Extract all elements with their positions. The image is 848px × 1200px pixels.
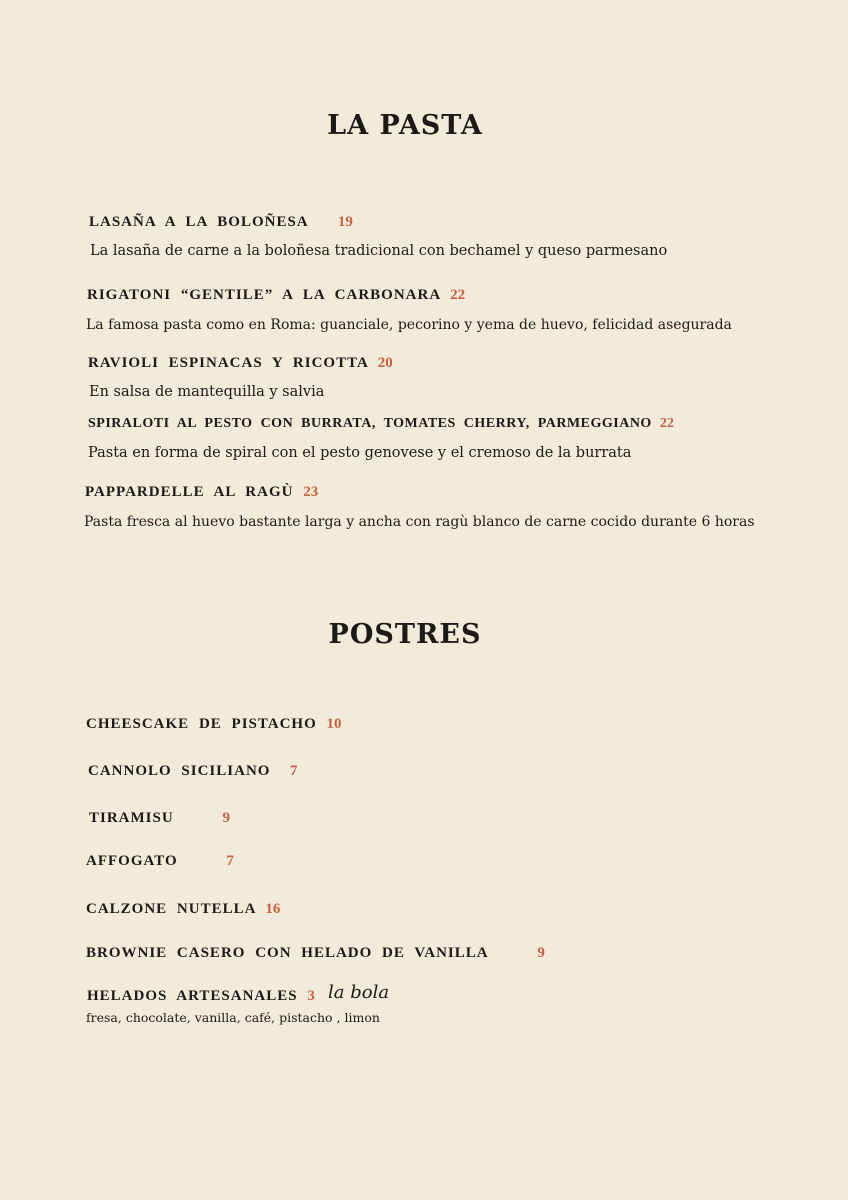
menu-item-price: 19	[337, 214, 353, 230]
menu-item-price: 22	[659, 416, 674, 431]
menu-item-name: RAVIOLI ESPINACAS Y RICOTTA 20	[88, 355, 393, 371]
menu-item-name: CHEESCAKE DE PISTACHO 10	[86, 716, 342, 732]
menu-item-price: 9	[537, 945, 545, 961]
menu-item-description: Pasta en forma de spiral con el pesto genovese y el cremoso de la burrata	[88, 445, 632, 461]
menu-item-description: La famosa pasta como en Roma: guanciale, pecorino y yema de huevo, felicidad asegurada	[86, 317, 732, 333]
menu-item-price: 7	[289, 763, 298, 779]
menu-item-name: CANNOLO SICILIANO 7	[88, 763, 298, 779]
menu-item-price: 22	[450, 287, 466, 303]
price-note: la bola	[328, 982, 390, 1003]
menu-item-price: 10	[326, 716, 342, 732]
menu-item-description: Pasta fresca al huevo bastante larga y ancha con ragù blanco de carne cocido durante 6 horas	[84, 514, 755, 530]
menu-item-description: La lasaña de carne a la boloñesa tradicional con bechamel y queso parmesano	[90, 243, 668, 259]
menu-item-price: 16	[265, 901, 281, 917]
menu-item-price: 23	[303, 484, 319, 500]
menu-item-name: BROWNIE CASERO CON HELADO DE VANILLA 9	[86, 945, 545, 961]
menu-item-price: 20	[377, 355, 393, 371]
menu-item-name: HELADOS ARTESANALES 3	[87, 988, 315, 1004]
menu-item-name: PAPPARDELLE AL RAGÙ 23	[85, 484, 319, 500]
menu-item-description: fresa, chocolate, vanilla, café, pistacho , limon	[86, 1010, 380, 1025]
menu-item-name: TIRAMISU 9	[89, 810, 230, 826]
menu-item-price: 3	[307, 988, 315, 1004]
menu-item-name: RIGATONI “GENTILE” A LA CARBONARA 22	[87, 287, 466, 303]
postres-section-title: POSTRES	[328, 619, 482, 650]
menu-item-name: LASAÑA A LA BOLOÑESA 19	[89, 214, 353, 230]
pasta-section-title: LA PASTA	[327, 110, 483, 141]
menu-item-price: 7	[226, 853, 234, 869]
menu-item-name: SPIRALOTI AL PESTO CON BURRATA, TOMATES CHERRY, PARMEGGIANO 22	[88, 416, 674, 431]
menu-item-name: CALZONE NUTELLA 16	[86, 901, 281, 917]
menu-item-price: 9	[222, 810, 230, 826]
menu-item-description: En salsa de mantequilla y salvia	[89, 384, 325, 400]
menu-item-name: AFFOGATO 7	[86, 853, 234, 869]
